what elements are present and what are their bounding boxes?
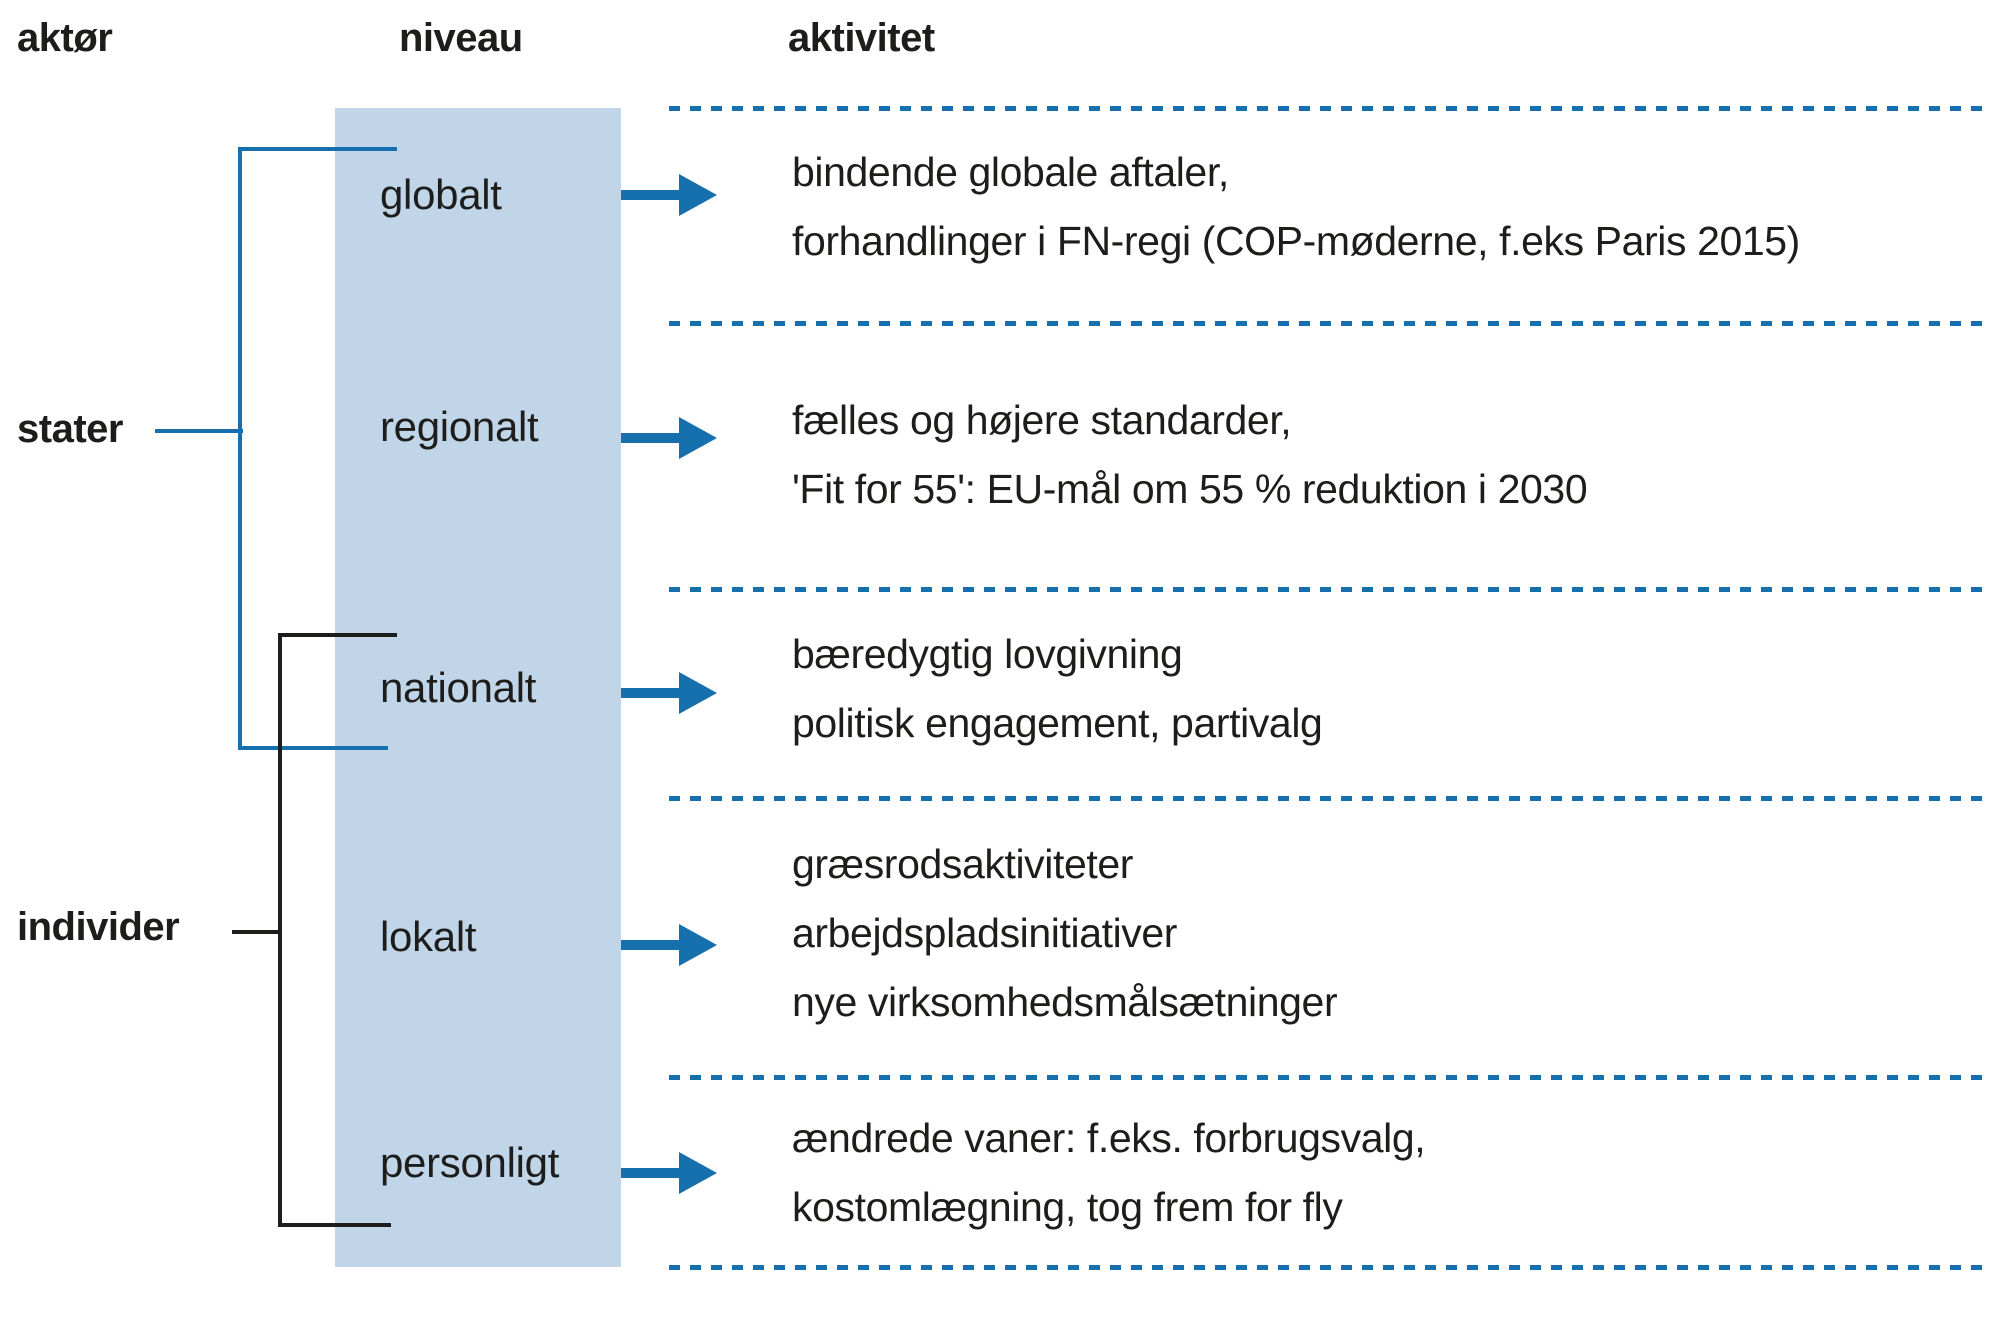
- activity-nationalt: [792, 620, 1322, 758]
- separator-dotted: [669, 321, 1983, 326]
- level-globalt: globalt: [380, 171, 502, 218]
- activity-line: græsrodsaktiviteter: [792, 841, 1134, 887]
- activity-line: forhandlinger i FN-regi (COP-møderne, f.eks Paris 2015): [792, 218, 1800, 264]
- activity-globalt: [792, 138, 1800, 276]
- arrow-right-icon: [621, 672, 717, 714]
- individer-bracket-top: [278, 633, 397, 637]
- activity-regionalt: [792, 386, 1587, 524]
- actor-stater: stater: [17, 407, 123, 451]
- activity-line: politisk engagement, partivalg: [792, 700, 1323, 746]
- stater-bracket-vertical: [238, 147, 242, 750]
- separator-dotted: [669, 587, 1983, 592]
- actor-individer: individer: [17, 905, 180, 949]
- activity-line: bindende globale aftaler,: [792, 149, 1229, 195]
- separator-dotted: [669, 1265, 1983, 1270]
- header-level: niveau: [399, 16, 523, 60]
- stater-bracket-top: [238, 147, 397, 151]
- stater-connector-line: [155, 429, 243, 433]
- activity-line: kostomlægning, tog frem for fly: [792, 1184, 1343, 1230]
- activity-line: ændrede vaner: f.eks. forbrugsvalg,: [792, 1115, 1426, 1161]
- activity-line: fælles og højere standarder,: [792, 397, 1292, 443]
- header-activity: aktivitet: [788, 16, 935, 60]
- activity-line: bæredygtig lovgivning: [792, 631, 1183, 677]
- activity-lokalt: [792, 830, 1337, 1037]
- activity-line: 'Fit for 55': EU-mål om 55 % reduktion i 2030: [792, 466, 1588, 512]
- activity-line: nye virksomhedsmålsætninger: [792, 979, 1338, 1025]
- activity-personligt: [792, 1104, 1425, 1242]
- arrow-right-icon: [621, 924, 717, 966]
- separator-dotted: [669, 796, 1983, 801]
- header-actor: aktør: [17, 16, 113, 60]
- arrow-right-icon: [621, 1152, 717, 1194]
- arrow-right-icon: [621, 417, 717, 459]
- arrow-right-icon: [621, 174, 717, 216]
- separator-dotted: [669, 106, 1983, 111]
- level-personligt: personligt: [380, 1139, 560, 1186]
- level-nationalt: nationalt: [380, 664, 537, 711]
- activity-line: arbejdspladsinitiativer: [792, 910, 1178, 956]
- level-regionalt: regionalt: [380, 403, 539, 450]
- level-lokalt: lokalt: [380, 913, 477, 960]
- individer-bracket-vertical: [278, 633, 282, 1227]
- stater-bracket-bottom: [238, 746, 388, 750]
- individer-bracket-bottom: [278, 1223, 391, 1227]
- separator-dotted: [669, 1075, 1983, 1080]
- individer-connector-line: [232, 930, 282, 934]
